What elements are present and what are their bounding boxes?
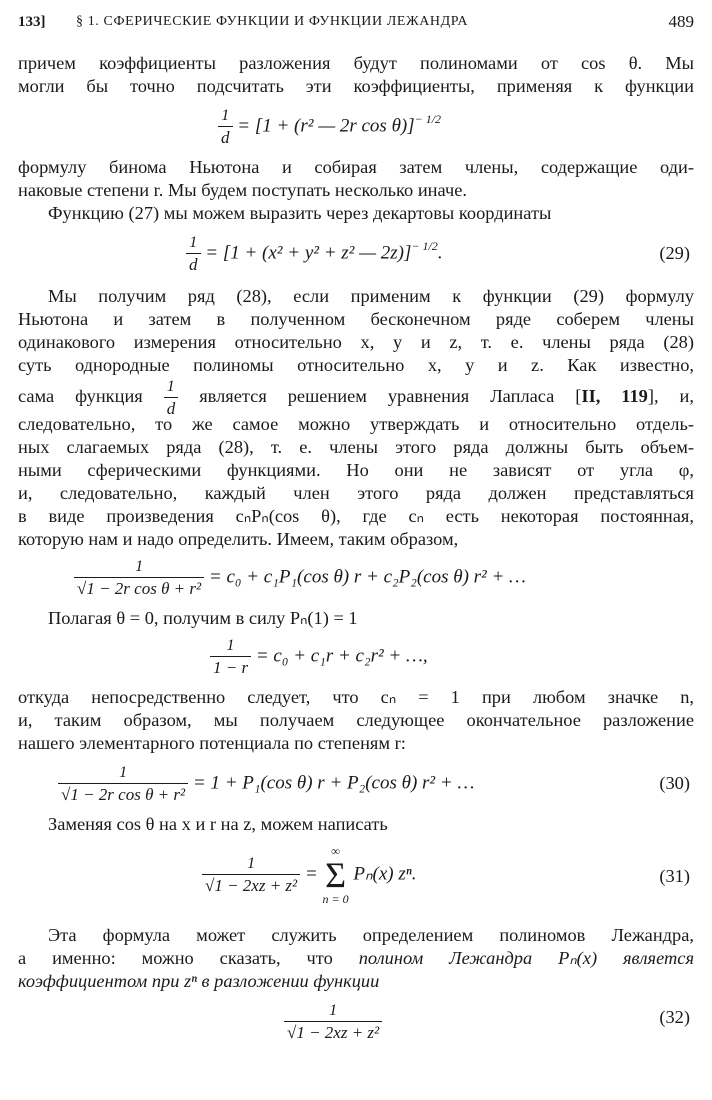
para8-line1: Эта формула может служить определением полиномов Лежандра, bbox=[48, 925, 694, 945]
eq-c-lhs: $\frac{1}{1 - r}$ bbox=[210, 636, 251, 678]
eq29-lhs: $\frac{1}{d}$ bbox=[186, 233, 201, 275]
equation-number-31: (31) bbox=[659, 866, 690, 886]
eq32-fraction: $\frac{1}{\text{√1 − 2xz + z²}}$ bbox=[284, 1001, 382, 1043]
eq29-exponent: − 1/2 bbox=[411, 239, 438, 254]
para1-line2: могли бы точно подсчитать эти коэффициенты, применяя к функции bbox=[18, 76, 694, 96]
equation-number-30: (30) bbox=[659, 773, 690, 793]
section-number: 133] bbox=[18, 14, 46, 30]
eq-c-rhs: = c₀ + c₁r + c₂r² + …, bbox=[255, 645, 428, 667]
definition-emphasis: полином Лежандра Pₙ(x) является bbox=[358, 948, 695, 968]
equation-31: $\frac{1}{\text{√1 − 2xz + z²}}$ = ∞ Σ n = 0 Pₙ(x) zⁿ. (31) bbox=[18, 836, 694, 924]
inline-fraction-1-over-d: $\frac{1}{d}$ bbox=[164, 377, 179, 419]
para8-line3: коэффициентом при zⁿ в разложении функции bbox=[18, 971, 380, 991]
para4-line8: ными сферическими функциями. Но они не зависят от угла φ, bbox=[18, 460, 694, 480]
para1-line1: причем коэффициенты разложения будут полиномами от cos θ. Мы bbox=[18, 53, 694, 73]
para6-line1: откуда непосредственно следует, что cₙ = 1 при любом значке n, bbox=[18, 687, 694, 707]
equation-32 bbox=[18, 993, 694, 1053]
para4-line2: Ньютона и затем в полученном бесконечном ряде соберем члены bbox=[18, 309, 694, 329]
para6-line2: и, таким образом, мы получаем следующее окончательное разложение bbox=[18, 710, 694, 730]
eq31-lhs: $\frac{1}{\text{√1 − 2xz + z²}}$ bbox=[202, 854, 300, 896]
para4-line7: ных слагаемых ряда (28), т. е. члены этого ряда должны быть объем- bbox=[18, 437, 694, 457]
reference-II-119: II, 119 bbox=[581, 386, 648, 407]
para4-line1: Мы получим ряд (28), если применим к функции (29) формулу bbox=[48, 286, 694, 306]
para7-line1: Заменяя cos θ на x и r на z, можем написать bbox=[48, 814, 388, 834]
eq-b-lhs: $\frac{1}{\text{√1 − 2r cos θ + r²}}$ bbox=[74, 557, 204, 599]
eq31-rhs: Pₙ(x) zⁿ. bbox=[353, 863, 417, 885]
para5-line1: Полагая θ = 0, получим в силу Pₙ(1) = 1 bbox=[48, 608, 358, 628]
para4-line4: суть однородные полиномы относительно x, y и z. Как известно, bbox=[18, 355, 694, 375]
para2-line2: наковые степени r. Мы будем поступать несколько иначе. bbox=[18, 180, 467, 200]
para4-line9: и, следовательно, каждый член этого ряда должен представляться bbox=[18, 483, 694, 503]
running-title: § 1. СФЕРИЧЕСКИЕ ФУНКЦИИ И ФУНКЦИИ ЛЕЖАНДРА bbox=[76, 14, 469, 29]
eq30-rhs: = 1 + P₁(cos θ) r + P₂(cos θ) r² + … bbox=[192, 772, 475, 794]
para4-line3: одинакового измерения относительно x, y и z, т. е. члены ряда (28) bbox=[18, 332, 694, 352]
para4-line5: сама функция $\frac{1}{d}$ является решением уравнения Лапласа [II, 119], и, bbox=[18, 378, 694, 418]
equation-number-29: (29) bbox=[659, 243, 690, 263]
para6-line3: нашего элементарного потенциала по степеням r: bbox=[18, 733, 406, 753]
equation-theta-zero bbox=[18, 630, 694, 686]
eq29-body: = [1 + (x² + y² + z² — 2z)] bbox=[205, 242, 412, 264]
page-number: 489 bbox=[668, 12, 694, 31]
para4-line6: следовательно, то же самое можно утверждать и относительно отдель- bbox=[18, 414, 694, 434]
eq30-lhs: $\frac{1}{\text{√1 − 2r cos θ + r²}}$ bbox=[58, 763, 188, 805]
eq-a-exponent: − 1/2 bbox=[414, 112, 442, 127]
equation-30 bbox=[18, 755, 694, 813]
equation-binomial bbox=[18, 98, 694, 156]
running-head bbox=[18, 8, 694, 38]
summation-sign: ∞ Σ n = 0 bbox=[322, 844, 349, 906]
para4-line11: которую нам и надо определить. Имеем, таким образом, bbox=[18, 529, 459, 549]
para4-line10: в виде произведения cₙPₙ(cos θ), где cₙ есть некоторая постоянная, bbox=[18, 506, 694, 526]
eq-a-body: = [1 + (r² — 2r cos θ)] bbox=[237, 115, 415, 137]
para2-line1: формулу бинома Ньютона и собирая затем члены, содержащие оди- bbox=[18, 157, 694, 177]
eq-a-lhs: $\frac{1}{d}$ bbox=[218, 106, 233, 148]
book-page bbox=[18, 8, 694, 1053]
eq-b-rhs: = c₀ + c₁P₁(cos θ) r + c₂P₂(cos θ) r² + … bbox=[208, 566, 526, 588]
para3-line1: Функцию (27) мы можем выразить через декартовы координаты bbox=[48, 203, 552, 223]
equation-series-cn bbox=[18, 551, 694, 607]
equation-29: $\frac{1}{d}$ = [1 + (x² + y² + z² — 2z)]$^{- 1/2}$. (29) bbox=[18, 225, 694, 285]
para8-line2: а именно: можно сказать, что полином Лежандра Pₙ(x) является bbox=[18, 948, 695, 968]
equation-number-32: (32) bbox=[659, 1007, 690, 1027]
